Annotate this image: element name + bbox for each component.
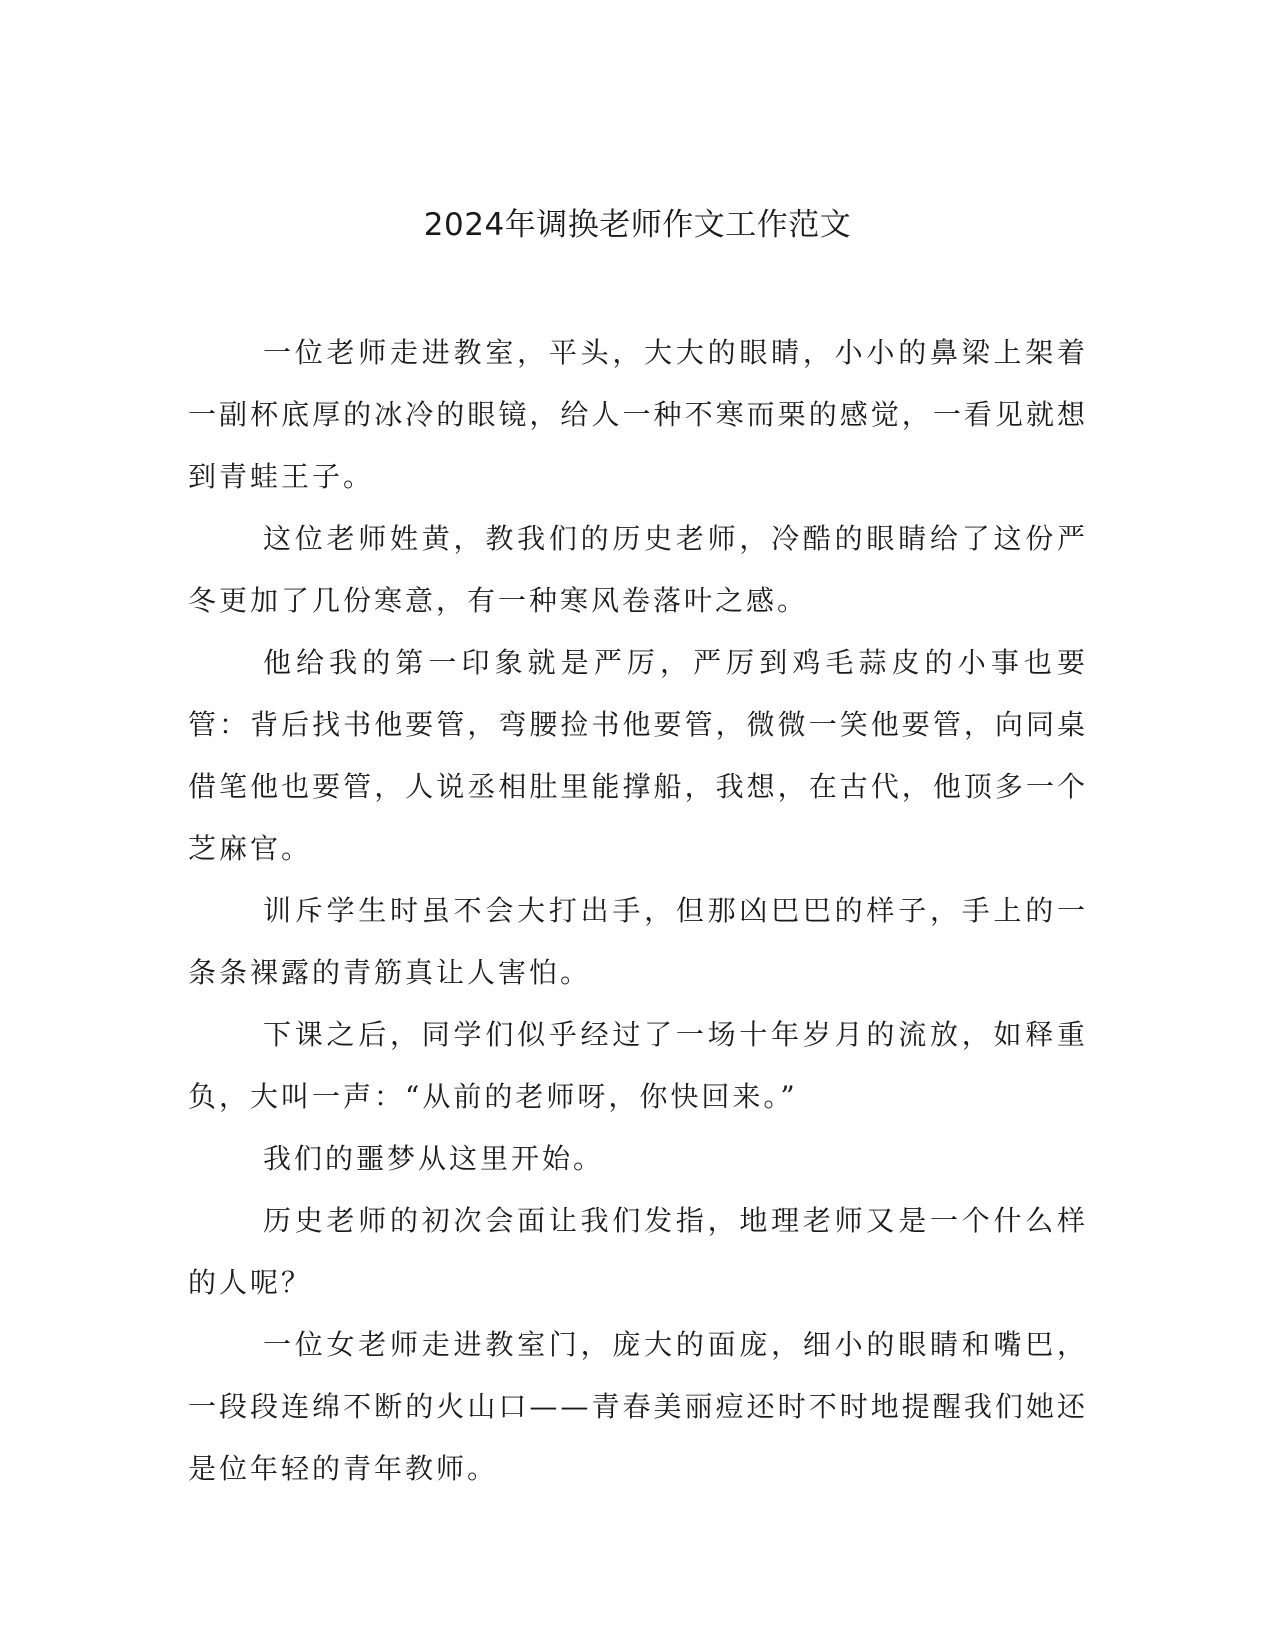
paragraph: 他给我的第一印象就是严厉，严厉到鸡毛蒜皮的小事也要管：背后找书他要管，弯腰捡书他要管，微微一笑他要管，向同桌借笔他也要管，人说丞相肚里能撑船，我想，在古代，他顶多一个芝麻官。 xyxy=(188,646,1088,865)
paragraph: 训斥学生时虽不会大打出手，但那凶巴巴的样子，手上的一条条裸露的青筋真让人害怕。 xyxy=(188,894,1088,989)
document-body xyxy=(188,322,1088,1500)
paragraph: 这位老师姓黄，教我们的历史老师，冷酷的眼睛给了这份严冬更加了几份寒意，有一种寒风卷落叶之感。 xyxy=(188,522,1088,617)
paragraph: 下课之后，同学们似乎经过了一场十年岁月的流放，如释重负，大叫一声：“从前的老师呀，你快回来。” xyxy=(188,1018,1088,1113)
paragraph: 我们的噩梦从这里开始。 xyxy=(263,1142,605,1175)
paragraph: 一位老师走进教室，平头，大大的眼睛，小小的鼻梁上架着一副杯底厚的冰冷的眼镜，给人一种不寒而栗的感觉，一看见就想到青蛙王子。 xyxy=(188,336,1088,493)
paragraph: 一位女老师走进教室门，庞大的面庞，细小的眼睛和嘴巴，一段段连绵不断的火山口——青春美丽痘还时不时地提醒我们她还是位年轻的青年教师。 xyxy=(188,1328,1088,1485)
paragraph: 历史老师的初次会面让我们发指，地理老师又是一个什么样的人呢？ xyxy=(188,1204,1088,1299)
document-title: 2024年调换老师作文工作范文 xyxy=(423,207,852,243)
